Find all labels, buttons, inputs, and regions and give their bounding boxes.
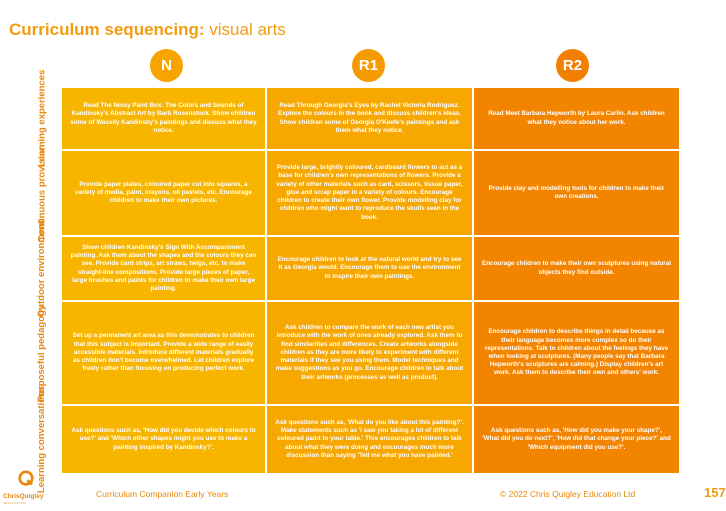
cell-learning-conversations-r1: Ask questions such as, 'What do you like about this painting?'. Make statements such as 'I saw you taking a lot of different coloured paint to your table.' This encourages children to talk about what they were doing and encourages much more discussion than saying 'Tell me what you have painted.': [267, 406, 472, 473]
cell-outdoor-environment-r2: Encourage children to make their own sculptures using natural objects they find outside.: [474, 237, 679, 300]
cell-learning-experiences-r1: Read Through Georgia's Eyes by Rachel Victoria Rodriguez. Explore the colours in the book and discuss children's ideas. Show children some of Georgia O'Keefe's paintings and ask them what they notice.: [267, 88, 472, 149]
column-badge-n: N: [150, 49, 183, 82]
cell-learning-experiences-r2: Read Meet Barbara Hepworth by Laura Carlin. Ask children what they notice about her work.: [474, 88, 679, 149]
row-label-learning-experiences: Learning experiences: [36, 69, 48, 168]
title-sub: visual arts: [209, 20, 286, 39]
row-label-continuous-provision: Continuous provision: [36, 143, 48, 243]
footer-publication: Curriculum Companion Early Years: [96, 489, 229, 499]
row-label-outdoor-environment: Outdoor environment: [36, 219, 48, 318]
logo-subtext: EDUCATION: [4, 501, 26, 505]
cell-continuous-provision-r1: Provide large, brightly coloured, cardboard flowers to act as a base for children's own representations of flowers. Provide a variety of other materials such as card, scissors, tissue paper, glue and scrap paper in a variety of colours. Encourage children to create their own flower. Provide modelling clay for children who might want to reproduce the skulls seen in the book.: [267, 151, 472, 235]
cell-purposeful-pedagogy-r1: Ask children to compare the work of each new artist you introduce with the work of ones already explored. Ask them to find similarities and differences. Create artworks alongside children as they are more likely to experiment with different materials if they see you using them. Model techniques and make suggestions as you go. Encourage children to talk about their artworks (processes as well as product).: [267, 302, 472, 404]
row-label-learning-conversations: Learning conversations: [36, 385, 48, 494]
title-main: Curriculum sequencing:: [9, 20, 205, 39]
cell-continuous-provision-r2: Provide clay and modelling tools for children to make their own creations.: [474, 151, 679, 235]
q-logo-icon: [17, 470, 35, 488]
cell-outdoor-environment-n: Show children Kandinsky's Sign With Accompaniment painting. Ask them about the shapes and the colours they can see. Provide card strips, art straws, twigs, etc. to make straight-line compositions. Provide large pieces of paper, large brushes and paints for children to make their own large painting.: [62, 237, 265, 300]
sequencing-table: [62, 88, 679, 469]
cell-purposeful-pedagogy-r2: Encourage children to describe things in detail because as their language becomes more complex so do their representations. Talk to children about the feelings they have when looking at sculptures. (Many people say that Barbara Hepworth's sculptures are calming.) Display children's art work. Ask them to describe their own and others' work.: [474, 302, 679, 404]
column-badge-r2: R2: [556, 49, 589, 82]
row-label-purposeful-pedagogy: Purposeful pedagogy: [36, 304, 48, 402]
logo-text: ChrisQuigley: [3, 493, 44, 500]
page-number: 157: [704, 485, 726, 500]
cell-learning-conversations-r2: Ask questions such as, 'How did you make your shape?', 'What did you do next?', 'How did that change your piece?' and 'Which equipment did you use?'.: [474, 406, 679, 473]
company-logo: [2, 470, 54, 508]
cell-learning-experiences-n: Read The Noisy Paint Box: The Colors and Sounds of Kandinsky's Abstract Art by Barb Rosenstock. Show children some of Wassily Kandinsky's paintings and discuss what they notice.: [62, 88, 265, 149]
cell-learning-conversations-n: Ask questions such as, 'How did you decide which colours to use?' and 'Which other shapes might you use to make a painting inspired by Kandinsky?'.: [62, 406, 265, 473]
cell-purposeful-pedagogy-n: Set up a permanent art area as this demonstrates to children that this subject is important. Provide a wide range of easily accessible materials. Introduce different materials gradually as children don't become overwhelmed. Let children explore freely rather than focusing on producing perfect work.: [62, 302, 265, 404]
page-title: [9, 20, 286, 40]
footer-copyright: © 2022 Chris Quigley Education Ltd: [500, 489, 636, 499]
column-badge-r1: R1: [352, 49, 385, 82]
cell-outdoor-environment-r1: Encourage children to look at the natural world and try to see it as Georgia would. Encourage them to use the environment to inspire their own paintings.: [267, 237, 472, 300]
cell-continuous-provision-n: Provide paper plates, coloured paper cut into squares, a variety of media, paint, crayons, oil pastels, etc. Encourage children to make their own pictures.: [62, 151, 265, 235]
